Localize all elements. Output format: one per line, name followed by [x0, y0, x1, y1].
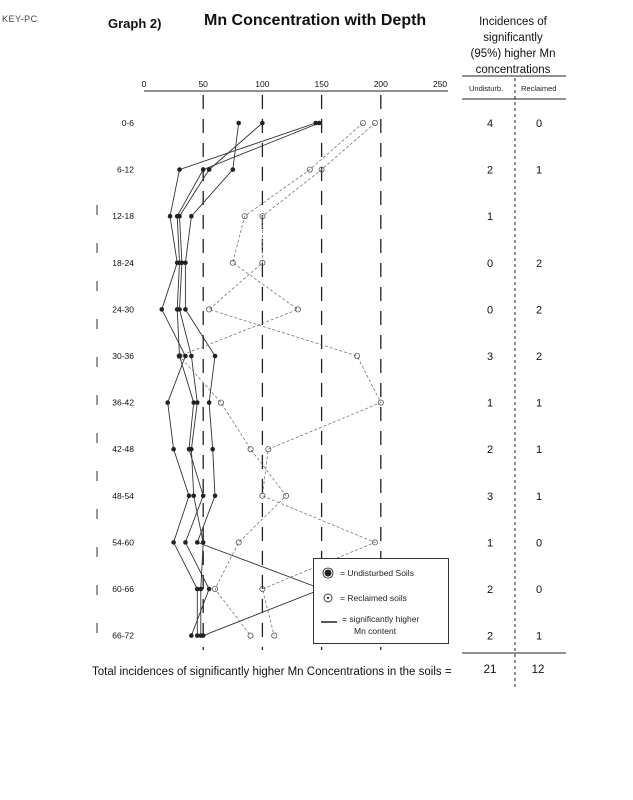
data-point-undisturbed	[187, 494, 192, 499]
data-point-undisturbed	[201, 540, 206, 545]
significance-line-icon	[320, 617, 338, 627]
data-point-undisturbed	[210, 447, 215, 452]
count-undisturbed: 2	[486, 584, 494, 596]
data-point-undisturbed	[207, 167, 212, 172]
count-reclaimed: 0	[535, 537, 543, 550]
chart-title: Mn Concentration with Depth	[204, 12, 427, 29]
data-point-undisturbed	[168, 214, 173, 219]
data-point-undisturbed	[177, 214, 182, 219]
total-label: Total incidences of significantly higher Mn Concentrations in the soils =	[92, 666, 452, 678]
count-undisturbed: 0	[486, 257, 494, 270]
count-reclaimed: 0	[535, 118, 543, 130]
data-point-undisturbed	[260, 121, 265, 126]
count-undisturbed: 2	[486, 630, 494, 643]
legend-undisturbed-label: = Undisturbed Soils	[340, 568, 414, 578]
data-point-undisturbed	[183, 261, 188, 266]
count-reclaimed: 2	[535, 304, 543, 317]
incidences-heading-line: (95%) higher Mn	[470, 48, 556, 60]
x-tick-label: 200	[373, 79, 388, 89]
data-point-undisturbed	[199, 587, 204, 592]
reclaimed-marker-icon	[322, 592, 334, 604]
data-point-reclaimed	[355, 353, 360, 358]
count-undisturbed: 1	[486, 211, 494, 224]
data-point-undisturbed	[317, 121, 322, 126]
data-point-undisturbed	[201, 633, 206, 638]
data-point-undisturbed	[231, 167, 236, 172]
count-undisturbed: 2	[486, 164, 494, 177]
x-tick-label: 250	[432, 79, 448, 89]
incidences-heading-line: significantly	[483, 32, 543, 44]
data-point-undisturbed	[201, 494, 206, 499]
data-point-undisturbed	[159, 307, 164, 312]
count-reclaimed: 1	[535, 630, 543, 643]
count-reclaimed: 2	[535, 351, 543, 363]
count-undisturbed: 1	[486, 537, 494, 550]
total-undisturbed: 21	[483, 664, 497, 676]
column-header-undisturbed: Undisturb.	[469, 84, 504, 93]
table-layer	[462, 76, 566, 690]
depth-label: 42-48	[112, 444, 134, 455]
company-logo: KEY-PC	[2, 14, 38, 24]
x-tick-label: 0	[141, 79, 147, 89]
x-tick-label: 150	[314, 79, 329, 89]
data-point-undisturbed	[183, 540, 188, 545]
data-point-undisturbed	[213, 354, 218, 359]
data-point-undisturbed	[195, 400, 200, 405]
data-point-undisturbed	[189, 447, 194, 452]
series-line	[162, 123, 316, 636]
count-undisturbed: 0	[486, 304, 494, 317]
data-point-undisturbed	[236, 121, 241, 126]
incidences-heading-line: concentrations	[475, 64, 551, 76]
depth-label: 54-60	[112, 537, 134, 548]
data-point-undisturbed	[189, 214, 194, 219]
data-point-reclaimed	[230, 260, 235, 265]
data-point-undisturbed	[183, 307, 188, 312]
data-point-reclaimed	[218, 400, 223, 405]
legend-reclaimed-label: = Reclaimed soils	[340, 593, 407, 603]
count-reclaimed: 0	[535, 584, 543, 596]
data-point-reclaimed	[295, 307, 300, 312]
count-undisturbed: 1	[486, 397, 494, 410]
legend-significant-label-cont: Mn content	[354, 626, 397, 636]
data-point-undisturbed	[189, 633, 194, 638]
data-point-reclaimed	[360, 120, 365, 125]
data-point-undisturbed	[171, 540, 176, 545]
data-point-undisturbed	[213, 494, 218, 499]
depth-label: 36-42	[112, 397, 134, 408]
data-point-undisturbed	[191, 494, 196, 499]
data-point-reclaimed	[236, 540, 241, 545]
data-point-undisturbed	[201, 167, 206, 172]
data-point-undisturbed	[207, 587, 212, 592]
data-point-undisturbed	[177, 167, 182, 172]
legend-significant-label: = significantly higher	[342, 614, 420, 624]
count-undisturbed: 2	[486, 444, 494, 457]
count-undisturbed: 4	[486, 118, 494, 130]
data-point-undisturbed	[189, 354, 194, 359]
count-reclaimed: 1	[535, 444, 543, 457]
data-point-undisturbed	[165, 400, 170, 405]
data-point-undisturbed	[195, 540, 200, 545]
x-tick-label: 100	[255, 79, 270, 89]
depth-label: 24-30	[112, 304, 134, 315]
data-point-undisturbed	[183, 354, 188, 359]
legend-box	[313, 558, 449, 644]
data-point-reclaimed	[248, 447, 253, 452]
series-line	[177, 123, 319, 636]
incidences-heading-line: Incidences of	[479, 16, 547, 28]
depth-label: 6-12	[116, 164, 134, 175]
data-point-undisturbed	[177, 307, 182, 312]
data-point-undisturbed	[207, 400, 212, 405]
count-undisturbed: 3	[486, 490, 494, 503]
data-point-reclaimed	[207, 307, 212, 312]
depth-label: 18-24	[112, 257, 134, 268]
depth-label: 30-36	[112, 351, 134, 361]
depth-label: 60-66	[112, 584, 134, 594]
depth-label: 0-6	[121, 118, 134, 128]
column-header-reclaimed: Reclaimed	[521, 84, 557, 93]
undisturbed-marker-icon	[322, 567, 334, 579]
x-tick-label: 50	[198, 79, 208, 89]
depth-label: 12-18	[112, 211, 134, 222]
data-point-undisturbed	[171, 447, 176, 452]
graph-number: Graph 2)	[108, 16, 162, 31]
count-undisturbed: 3	[486, 351, 494, 363]
count-reclaimed: 2	[535, 257, 543, 270]
depth-label: 48-54	[112, 490, 134, 501]
tick-layer	[112, 79, 447, 641]
data-point-reclaimed	[248, 633, 253, 638]
total-reclaimed: 12	[531, 664, 545, 676]
series-line	[185, 123, 321, 636]
count-reclaimed: 1	[535, 397, 543, 410]
count-reclaimed: 1	[535, 490, 543, 503]
data-point-reclaimed	[272, 633, 277, 638]
count-reclaimed: 1	[535, 164, 543, 177]
series-line	[180, 123, 263, 636]
depth-label: 66-72	[112, 630, 134, 641]
